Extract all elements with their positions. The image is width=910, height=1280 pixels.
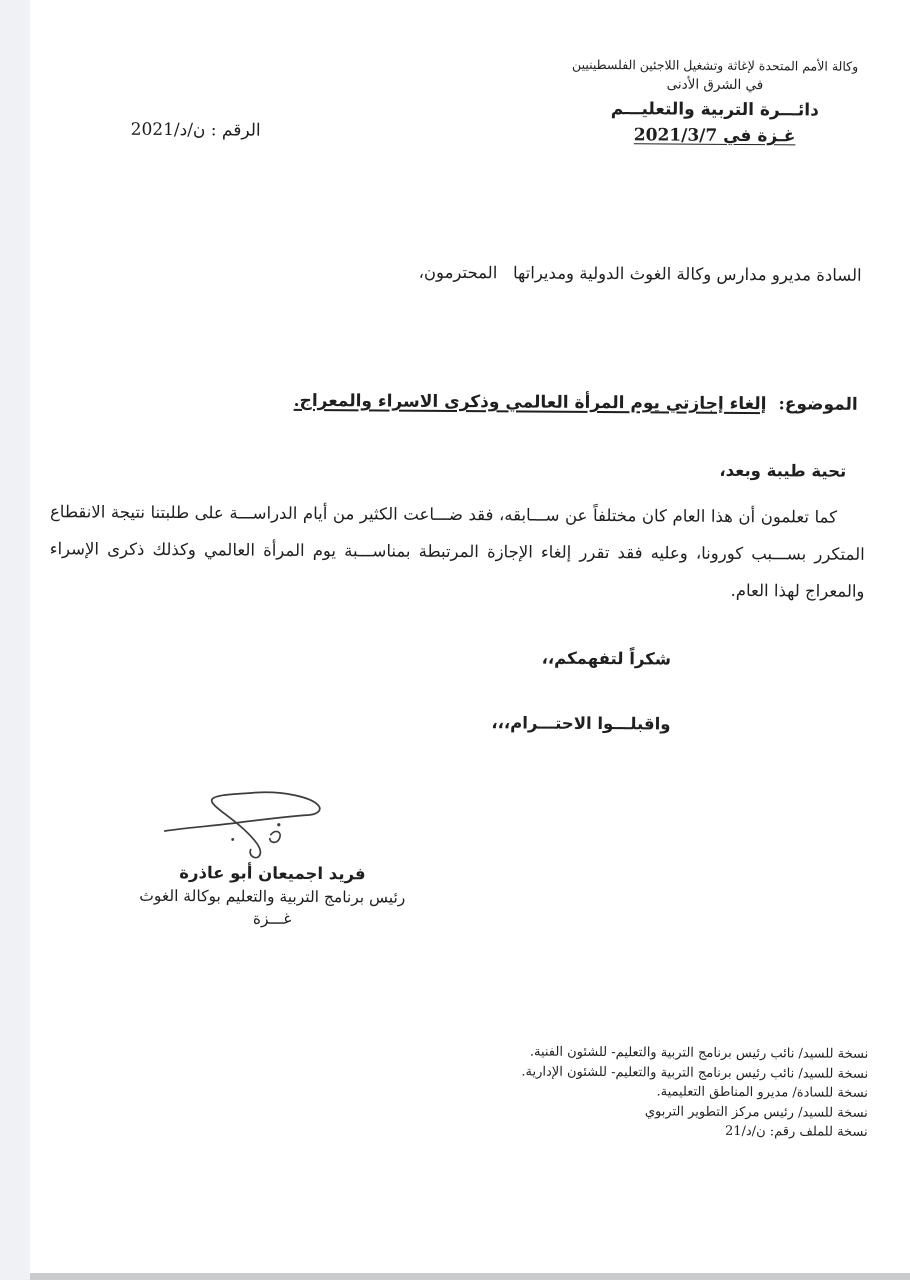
signatory-title: رئيس برنامج التربية والتعليم بوكالة الغوث: [139, 886, 406, 907]
org-name-line2: في الشرق الأدنى: [666, 76, 764, 93]
cc-item: نسخة للملف رقم: ن/د/21: [724, 1123, 868, 1140]
signatory-name: فريد اجميعان أبو عاذرة: [179, 863, 366, 884]
subject-text: إلغاء إجازتي يوم المرأة العالمي وذكرى الاسراء والمعراج.: [293, 390, 767, 415]
subject-label: الموضوع:: [778, 394, 858, 415]
cc-item: نسخة للسادة/ مديرو المناطق التعليمية.: [656, 1084, 869, 1101]
handwritten-signature-icon: [133, 770, 414, 867]
addressee-line: السادة مديرو مدارس وكالة الغوث الدولية ومديراتها المحترمون،: [418, 262, 862, 285]
closing-line: واقبلـــوا الاحتـــرام،،،: [491, 713, 671, 734]
cc-item: نسخة للسيد/ نائب رئيس برنامج التربية والتعليم- للشئون الإدارية.: [521, 1063, 869, 1082]
department-name: دائـــرة التربية والتعليـــم: [610, 98, 819, 121]
cc-item: نسخة للسيد/ رئيس مركز التطوير التربوي: [644, 1103, 868, 1121]
thanks-line: شكراً لتفهمكم،،: [541, 648, 672, 669]
subject-line: [51, 389, 858, 415]
signatory-city: غـــزة: [252, 909, 292, 929]
org-name-line1: وكالة الأمم المتحدة لإغاثة وتشغيل اللاجئين الفلسطينيين: [572, 56, 859, 74]
greeting-line: تحية طيبة وبعد،: [719, 460, 847, 481]
place-date-line: غـزة في 2021/3/7: [633, 124, 796, 147]
letterhead: [539, 57, 892, 148]
body-paragraph: كما تعلمون أن هذا العام كان مختلفاً عن ســـابقه، فقد ضـــاعت الكثير من أيام الدراســـة على طلبتنا نتيجة الانقطاع المتكرر بســـبب كورونا، وعليه فقد تقرر إلغاء الإجازة المرتبطة بمناســـبة يوم المرأة العالمي وكذلك ذكرى الإسراء والمعراج لهذا العام.: [49, 502, 865, 601]
cc-item: نسخة للسيد/ نائب رئيس برنامج التربية والتعليم- للشئون الفنية.: [529, 1044, 869, 1062]
reference-number: الرقم : ن/د/2021: [130, 119, 261, 141]
signature-block: [102, 770, 443, 932]
cc-list: [521, 1042, 868, 1142]
